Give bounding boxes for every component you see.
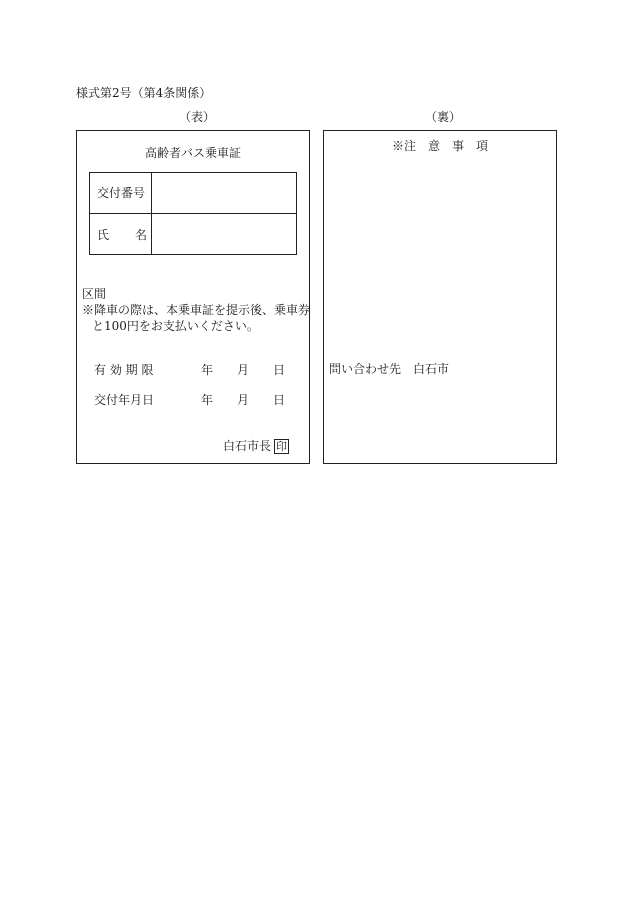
contact-label: 問い合わせ先	[329, 362, 402, 376]
contact-line	[329, 362, 449, 376]
name-label-first: 氏	[97, 228, 110, 242]
table-divider	[90, 213, 296, 214]
info-table	[89, 172, 297, 255]
seal-mark: 印	[276, 440, 288, 453]
contact-value: 白石市	[413, 362, 450, 376]
issuer	[223, 439, 289, 454]
table-column-divider	[151, 173, 152, 254]
notice-line-1: ※降車の際は、本乗車証を提示後、乗車券	[82, 303, 311, 317]
notice-line-2: と100円をお支払いください。	[92, 319, 259, 333]
card-title: 高齢者バス乗車証	[144, 146, 241, 160]
back-card	[323, 130, 557, 464]
notes-title: ※注 意 事 項	[391, 139, 488, 153]
front-card	[76, 130, 310, 464]
validity-day: 日	[273, 363, 286, 377]
section-label: 区間	[82, 287, 107, 301]
issue-number-field[interactable]	[153, 174, 295, 212]
name-field[interactable]	[153, 215, 295, 253]
name-label-second: 名	[135, 228, 148, 242]
front-side-label: （表）	[179, 110, 216, 124]
validity-year: 年	[201, 363, 214, 377]
back-side-label: （裏）	[425, 110, 462, 124]
issue-number-label: 交付番号	[97, 186, 146, 200]
issue-date-month: 月	[237, 393, 250, 407]
issue-date-day: 日	[273, 393, 286, 407]
validity-month: 月	[237, 363, 250, 377]
issue-date-year: 年	[201, 393, 214, 407]
validity-label: 有 効 期 限	[94, 363, 154, 377]
issuer-name: 白石市長	[223, 439, 272, 453]
form-number: 様式第2号（第4条関係）	[76, 86, 212, 100]
issue-date-label: 交付年月日	[94, 393, 155, 407]
